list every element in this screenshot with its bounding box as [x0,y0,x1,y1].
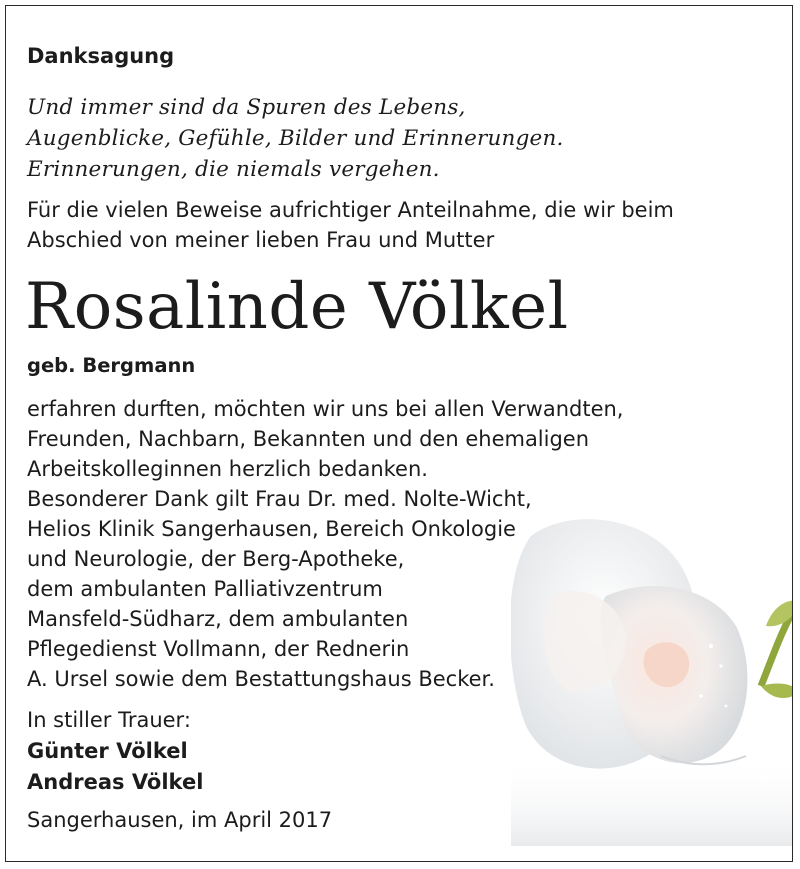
deceased-name: Rosalinde Völkel [25,270,569,344]
intro-text [27,195,674,255]
thanks-line: und Neurologie, der Berg-Apotheke, [27,547,405,571]
thanks-line: erfahren durften, möchten wir uns bei allen Verwandten, [27,397,624,421]
thanks-line: Arbeitskolleginnen herzlich bedanken. [27,457,428,481]
poem-line: Erinnerungen, die niemals vergehen. [27,157,440,182]
thanks-line: Besonderer Dank gilt Frau Dr. med. Nolte-Wicht, [27,487,532,511]
thanks-line: Mansfeld-Südharz, dem ambulanten [27,607,409,631]
mourning-block [27,705,203,798]
mourning-label: In stiller Trauer: [27,708,191,732]
thanks-line: dem ambulanten Palliativzentrum [27,577,383,601]
thanks-text [27,394,623,694]
poem [27,92,564,185]
maiden-name: geb. Bergmann [27,354,196,377]
intro-line: Abschied von meiner lieben Frau und Mutter [27,228,495,252]
notice-frame [5,5,793,862]
mourner-name: Günter Völkel [27,739,188,763]
poem-line: Und immer sind da Spuren des Lebens, [27,95,466,120]
thanks-line: Pflegedienst Vollmann, der Rednerin [27,637,410,661]
thanks-line: Freunden, Nachbarn, Bekannten und den ehemaligen [27,427,590,451]
intro-line: Für die vielen Beweise aufrichtiger Anteilnahme, die wir beim [27,198,674,222]
heading: Danksagung [27,44,175,68]
thanks-line: Helios Klinik Sangerhausen, Bereich Onkologie [27,517,516,541]
mourner-name: Andreas Völkel [27,770,204,794]
thanks-line: A. Ursel sowie dem Bestattungshaus Becker. [27,667,495,691]
place-date: Sangerhausen, im April 2017 [27,808,333,832]
poem-line: Augenblicke, Gefühle, Bilder und Erinnerungen. [27,126,564,151]
